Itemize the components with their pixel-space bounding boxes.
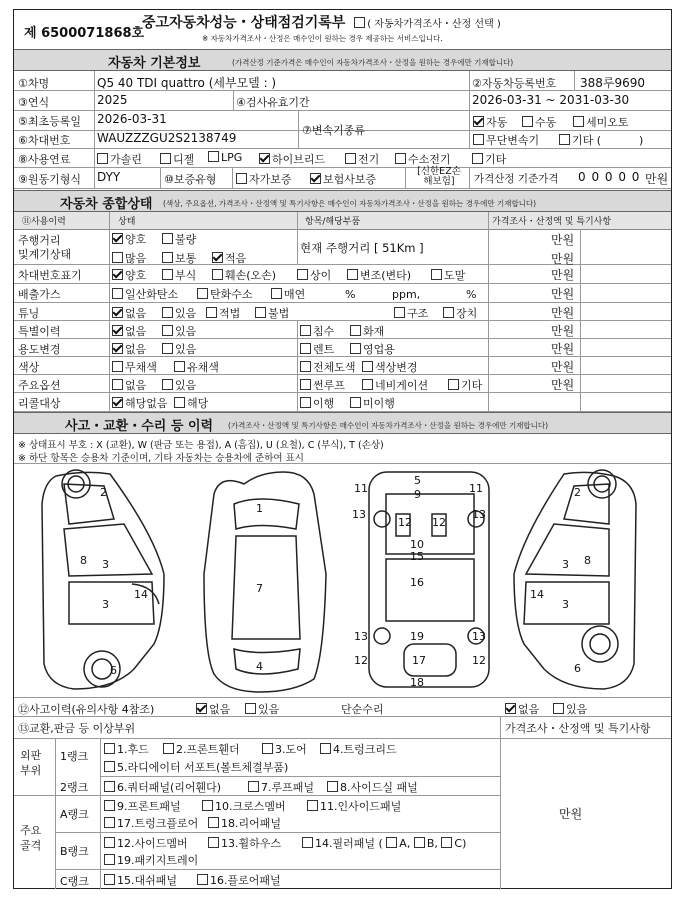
option-etc-checkbox[interactable] (448, 379, 459, 390)
first-reg-label: ⑤최초등록일 (18, 115, 81, 128)
status-section-note: (색상, 주요옵션, 가격조사・산정액 및 특기사항은 매수인이 자동차가격조사・산정을 원하는 경우에만 기재합니다) (163, 199, 537, 208)
first-reg-value: 2026-03-31 (97, 112, 167, 126)
diag-right-3b: 3 (562, 598, 569, 611)
part-side-member-checkbox[interactable] (104, 837, 115, 848)
gauge-good[interactable]: 양호 (112, 231, 146, 247)
mileage-label: 주행거리 및계기상태 (18, 234, 72, 261)
tuning-device-checkbox[interactable] (443, 307, 454, 318)
option-navigation-checkbox[interactable] (362, 379, 373, 390)
diag-frame-5: 5 (414, 474, 421, 487)
simple-exist[interactable]: 있음 (553, 701, 587, 717)
won-emission: 만원 (551, 287, 575, 301)
tuning-structure-checkbox[interactable] (394, 307, 405, 318)
fuel-diesel-checkbox[interactable] (160, 153, 171, 164)
part-inside-panel[interactable]: 11.인사이드패널 (307, 798, 401, 814)
part-hood-checkbox[interactable] (104, 743, 115, 754)
diag-frame-16: 16 (410, 576, 424, 589)
fuel-other[interactable]: 기타 (472, 151, 506, 167)
doc-number: 제 6500071868호 (24, 26, 145, 41)
engine-value: DYY (97, 170, 121, 184)
special-flood[interactable]: 침수 (300, 323, 334, 339)
vin-mark-label: 차대번호표기 (18, 269, 82, 282)
fuel-lpg[interactable]: LPG (208, 151, 242, 164)
tuning-illegal-checkbox[interactable] (255, 307, 266, 318)
fuel-other-checkbox[interactable] (472, 153, 483, 164)
diag-frame-11b: 11 (469, 482, 483, 495)
option-navigation[interactable]: 네비게이션 (362, 377, 428, 393)
price-basis-label: 가격산정 기준가격 (474, 173, 559, 185)
accident-none[interactable]: 없음 (196, 701, 230, 717)
recall-na-checkbox[interactable] (112, 397, 123, 408)
warranty-label: ⑩보증유형 (164, 173, 217, 186)
emission-pct: % (345, 288, 356, 301)
part-trunk-lid[interactable]: 4.트렁크리드 (320, 741, 397, 757)
price-basis-unit: 만원 (645, 172, 669, 186)
won-vin: 만원 (551, 268, 575, 282)
special-exist[interactable]: 있음 (162, 323, 196, 339)
part-wheel-house-checkbox[interactable] (208, 837, 219, 848)
part-side-sill[interactable]: 8.사이드실 패널 (327, 779, 418, 795)
trans-other-checkbox[interactable] (559, 134, 570, 145)
part-floor-panel[interactable]: 16.플로어패널 (197, 872, 281, 888)
special-none-checkbox[interactable] (112, 325, 123, 336)
gauge-bad[interactable]: 불량 (162, 231, 196, 247)
gauge-good-checkbox[interactable] (112, 233, 123, 244)
diag-frame-15: 15 (410, 550, 424, 563)
accident-none-checkbox[interactable] (196, 703, 207, 714)
vin-good[interactable]: 양호 (112, 267, 146, 283)
color-change-checkbox[interactable] (362, 361, 373, 372)
major-frame-label: 주요 골격 (20, 824, 42, 852)
special-fire-checkbox[interactable] (350, 325, 361, 336)
col-use-history: ⑪사용이력 (22, 217, 66, 227)
part-inside-panel-checkbox[interactable] (307, 800, 318, 811)
price-service-checkbox[interactable] (354, 17, 365, 28)
recall-applicable[interactable]: 해당 (174, 395, 208, 411)
diag-frame-13c: 13 (354, 630, 368, 643)
warranty-self-checkbox[interactable] (236, 173, 247, 184)
part-quarter-panel-checkbox[interactable] (104, 781, 115, 792)
status-section-title: 자동차 종합상태 (60, 197, 153, 212)
option-label: 주요옵션 (18, 379, 61, 392)
col-state: 상태 (118, 217, 136, 227)
legend-line-2: ※ 하단 항목은 승용차 기준이며, 기타 자동차는 승용차에 준하여 표시 (18, 453, 304, 464)
won-mileage-2: 만원 (551, 252, 575, 266)
emission-smoke-checkbox[interactable] (271, 288, 282, 299)
accident-exist[interactable]: 있음 (245, 701, 279, 717)
special-exist-checkbox[interactable] (162, 325, 173, 336)
accident-history-label: ⑫사고이력(유의사항 4참조) (18, 703, 155, 716)
color-chromatic[interactable]: 유채색 (174, 359, 219, 375)
color-achromatic[interactable]: 무채색 (112, 359, 157, 375)
emission-co[interactable]: 일산화탄소 (112, 286, 178, 302)
part-front-panel[interactable]: 9.프론트패널 (104, 798, 181, 814)
tuning-exist[interactable]: 있음 (162, 305, 196, 321)
won-tuning: 만원 (551, 306, 575, 320)
vin-tampered-checkbox[interactable] (212, 269, 223, 280)
diag-frame-18: 18 (410, 676, 424, 689)
diag-top-4: 4 (256, 660, 263, 673)
reg-no-label: ②자동차등록번호 (472, 77, 557, 90)
diag-top-1: 1 (256, 502, 263, 515)
part-hood[interactable]: 1.후드 (104, 741, 149, 757)
recall-done[interactable]: 이행 (300, 395, 334, 411)
vin-damaged[interactable]: 부식 (162, 267, 196, 283)
diag-frame-12d: 12 (472, 654, 486, 667)
diag-left-14: 14 (134, 588, 148, 601)
warranty-insurance-checkbox[interactable] (310, 173, 321, 184)
tuning-none[interactable]: 없음 (112, 305, 146, 321)
emission-pct2: % (466, 288, 477, 301)
won-color: 만원 (551, 360, 575, 374)
tuning-device[interactable]: 장치 (443, 305, 477, 321)
fuel-lpg-checkbox[interactable] (208, 151, 219, 162)
special-none[interactable]: 없음 (112, 323, 146, 339)
emission-hc-checkbox[interactable] (197, 288, 208, 299)
vin-stolen[interactable]: 도말 (431, 267, 465, 283)
tuning-exist-checkbox[interactable] (162, 307, 173, 318)
emission-hc[interactable]: 탄화수소 (197, 286, 253, 302)
option-exist-checkbox[interactable] (162, 379, 173, 390)
simple-exist-checkbox[interactable] (553, 703, 564, 714)
recall-done-checkbox[interactable] (300, 397, 311, 408)
usage-rent-checkbox[interactable] (300, 343, 311, 354)
trans-auto-checkbox[interactable] (473, 116, 484, 127)
valid-value: 2026-03-31 ~ 2031-03-30 (472, 93, 630, 107)
part-door[interactable]: 3.도어 (262, 741, 307, 757)
title-option: ( 자동차가격조사・산정 선택 ) (367, 19, 501, 30)
diag-left-3a: 3 (102, 558, 109, 571)
usage-business[interactable]: 영업용 (350, 341, 395, 357)
mileage-many[interactable]: 많음 (112, 250, 146, 266)
fuel-hydrogen[interactable]: 수소전기 (395, 151, 451, 167)
usage-none[interactable]: 없음 (112, 341, 146, 357)
pillar-b-checkbox[interactable] (414, 837, 425, 848)
diag-top-7: 7 (256, 582, 263, 595)
usage-label: 용도변경 (18, 343, 61, 356)
insurer-name: [신한EZ손 해보험] (417, 166, 461, 187)
diag-left-6: 6 (110, 664, 117, 677)
emission-ppm: ppm, (392, 288, 421, 301)
won-mileage-1: 만원 (551, 233, 575, 247)
option-etc[interactable]: 기타 (448, 377, 482, 393)
diag-right-8: 8 (584, 554, 591, 567)
car-name-value: Q5 40 TDI quattro (세부모델 : ) (97, 76, 277, 90)
trans-manual-checkbox[interactable] (522, 116, 533, 127)
valid-label: ④검사유효기간 (236, 96, 310, 109)
part-dash-panel[interactable]: 15.대쉬패널 (104, 872, 177, 888)
part-floor-panel-checkbox[interactable] (197, 874, 208, 885)
diag-frame-10: 10 (410, 538, 424, 551)
diag-frame-19: 19 (410, 630, 424, 643)
part-door-checkbox[interactable] (262, 743, 273, 754)
diag-left-3b: 3 (102, 598, 109, 611)
part-front-fender[interactable]: 2.프론트휀더 (163, 741, 240, 757)
part-radiator-support[interactable]: 5.라디에이터 서포트(볼트체결부품) (104, 759, 288, 775)
tuning-illegal[interactable]: 불법 (255, 305, 289, 321)
color-change[interactable]: 색상변경 (362, 359, 418, 375)
vin-value: WAUZZZGU2S2138749 (97, 131, 237, 145)
rank2-label: 2랭크 (60, 781, 89, 794)
part-pillar-panel[interactable]: 14.필러패널 ( A, B, C) (302, 835, 466, 851)
part-radiator-support-checkbox[interactable] (104, 761, 115, 772)
diag-frame-13b: 13 (472, 508, 486, 521)
part-trunk-floor[interactable]: 17.트렁크플로어 (104, 815, 198, 831)
gauge-bad-checkbox[interactable] (162, 233, 173, 244)
vin-differ-checkbox[interactable] (297, 269, 308, 280)
warranty-insurance[interactable]: 보험사보증 (310, 171, 376, 187)
car-name-label: ①차명 (18, 77, 50, 90)
diag-frame-17: 17 (412, 654, 426, 667)
diag-left-2: 2 (100, 486, 107, 499)
accident-exist-checkbox[interactable] (245, 703, 256, 714)
recall-applicable-checkbox[interactable] (174, 397, 185, 408)
part-quarter-panel[interactable]: 6.쿼터패널(리어휀다) (104, 779, 221, 795)
diag-right-2: 2 (574, 486, 581, 499)
trans-semi-checkbox[interactable] (573, 116, 584, 127)
color-full-paint-checkbox[interactable] (300, 361, 311, 372)
part-side-sill-checkbox[interactable] (327, 781, 338, 792)
trans-other[interactable]: 기타 ( ) (559, 132, 643, 148)
mileage-normal-checkbox[interactable] (162, 252, 173, 263)
recall-label: 리콜대상 (18, 397, 61, 410)
part-pillar-panel-checkbox[interactable] (302, 837, 313, 848)
tuning-structure[interactable]: 구조 (394, 305, 428, 321)
won-option: 만원 (551, 378, 575, 392)
tuning-legal[interactable]: 적법 (206, 305, 240, 321)
recall-na[interactable]: 해당없음 (112, 395, 168, 411)
doc-title-text: 중고자동차성능・상태점검기록부 (142, 15, 346, 31)
emission-label: 배출가스 (18, 288, 61, 301)
mileage-many-checkbox[interactable] (112, 252, 123, 263)
diag-frame-12c: 12 (354, 654, 368, 667)
mileage-few[interactable]: 적음 (212, 250, 246, 266)
simple-none[interactable]: 없음 (505, 701, 539, 717)
engine-label: ⑨원동기형식 (18, 173, 81, 186)
rank1-label: 1랭크 (60, 750, 89, 763)
fuel-gasoline-checkbox[interactable] (97, 153, 108, 164)
usage-exist[interactable]: 있음 (162, 341, 196, 357)
usage-exist-checkbox[interactable] (162, 343, 173, 354)
fuel-diesel[interactable]: 디젤 (160, 151, 194, 167)
part-dash-panel-checkbox[interactable] (104, 874, 115, 885)
diag-frame-13d: 13 (472, 630, 486, 643)
col-price: 가격조사・산정액 및 특기사항 (492, 217, 612, 227)
usage-none-checkbox[interactable] (112, 343, 123, 354)
accident-section-note: (가격조사・산정액 및 특기사항은 매수인이 자동차가격조사・산정을 원하는 경우에만 기재합니다) (228, 421, 549, 430)
fuel-electric-checkbox[interactable] (345, 153, 356, 164)
emission-co-checkbox[interactable] (112, 288, 123, 299)
diag-frame-11a: 11 (354, 482, 368, 495)
price-basis-digits: 0 0 0 0 0 (578, 170, 641, 184)
warranty-self[interactable]: 자가보증 (236, 171, 292, 187)
rankB-label: B랭크 (60, 845, 89, 858)
usage-business-checkbox[interactable] (350, 343, 361, 354)
exchange-won: 만원 (559, 807, 583, 821)
trans-manual[interactable]: 수동 (522, 114, 556, 130)
tuning-none-checkbox[interactable] (112, 307, 123, 318)
vin-differ[interactable]: 상이 (297, 267, 331, 283)
part-wheel-house[interactable]: 13.휠하우스 (208, 835, 281, 851)
part-side-member[interactable]: 12.사이드멤버 (104, 835, 188, 851)
basic-section-note: (가격산정 기준가격은 매수인이 자동차가격조사・산정을 원하는 경우에만 기재합니다) (232, 58, 514, 67)
part-trunk-lid-checkbox[interactable] (320, 743, 331, 754)
trans-label: ⑦변속기종류 (302, 124, 365, 137)
rankC-label: C랭크 (60, 875, 89, 888)
vin-label: ⑥차대번호 (18, 134, 71, 147)
diag-frame-12b: 12 (432, 516, 446, 529)
fuel-hybrid[interactable]: 하이브리드 (259, 151, 325, 167)
legend-line: ※ 상태표시 부호 : X (교환), W (판금 또는 용접), A (흠집), U (요철), C (부식), T (손상) (18, 440, 384, 451)
color-chromatic-checkbox[interactable] (174, 361, 185, 372)
basic-section-title: 자동차 기본정보 (108, 56, 201, 71)
color-achromatic-checkbox[interactable] (112, 361, 123, 372)
trans-cvt-checkbox[interactable] (473, 134, 484, 145)
fuel-electric[interactable]: 전기 (345, 151, 379, 167)
fuel-hydrogen-checkbox[interactable] (395, 153, 406, 164)
won-usage: 만원 (551, 342, 575, 356)
part-rear-panel[interactable]: 18.리어패널 (208, 815, 281, 831)
rankA-label: A랭크 (60, 808, 89, 821)
mileage-normal[interactable]: 보통 (162, 250, 196, 266)
part-rear-panel-checkbox[interactable] (208, 817, 219, 828)
fuel-label: ⑧사용연료 (18, 153, 71, 166)
fuel-hybrid-checkbox[interactable] (259, 153, 270, 164)
diag-left-8: 8 (80, 554, 87, 567)
simple-none-checkbox[interactable] (505, 703, 516, 714)
part-roof-panel-checkbox[interactable] (248, 781, 259, 792)
part-package-tray[interactable]: 19.패키지트레이 (104, 852, 198, 868)
exchange-label: ⑬교환,판금 등 이상부위 (18, 722, 136, 735)
emission-smoke[interactable]: 매연 (271, 286, 305, 302)
vin-damaged-checkbox[interactable] (162, 269, 173, 280)
part-package-tray-checkbox[interactable] (104, 854, 115, 865)
year-value: 2025 (97, 93, 128, 107)
special-label: 특별이력 (18, 325, 61, 338)
trans-cvt[interactable]: 무단변속기 (473, 132, 539, 148)
mileage-few-checkbox[interactable] (212, 252, 223, 263)
outer-part-label: 외판 부위 (20, 749, 42, 777)
current-mileage: 현재 주행거리 [ 51Km ] (300, 241, 424, 255)
diag-right-14: 14 (530, 588, 544, 601)
fuel-gasoline[interactable]: 가솔린 (97, 151, 142, 167)
part-front-fender-checkbox[interactable] (163, 743, 174, 754)
diag-right-6: 6 (574, 662, 581, 675)
pillar-c-checkbox[interactable] (441, 837, 452, 848)
vin-good-checkbox[interactable] (112, 269, 123, 280)
vin-altered[interactable]: 변조(변타) (347, 267, 411, 283)
diag-frame-12a: 12 (398, 516, 412, 529)
option-sunroof[interactable]: 썬루프 (300, 377, 345, 393)
car-diagram (14, 464, 671, 696)
part-cross-member[interactable]: 10.크로스멤버 (202, 798, 286, 814)
vin-stolen-checkbox[interactable] (431, 269, 442, 280)
doc-title (142, 12, 501, 32)
year-label: ③연식 (18, 96, 50, 109)
accident-section-title: 사고・교환・수리 등 이력 (65, 419, 214, 434)
col-items: 항목/해당부품 (305, 217, 361, 227)
diag-frame-9: 9 (414, 488, 421, 501)
option-none-checkbox[interactable] (112, 379, 123, 390)
diag-right-3a: 3 (562, 558, 569, 571)
option-exist[interactable]: 있음 (162, 377, 196, 393)
reg-no-value: 388루9690 (580, 76, 646, 90)
vin-tampered[interactable]: 훼손(오손) (212, 267, 276, 283)
pillar-a-checkbox[interactable] (386, 837, 397, 848)
simple-repair-label: 단순수리 (341, 703, 384, 716)
header-subnote: ※ 자동차가격조사・산정은 매수인이 원하는 경우 제공하는 서비스입니다. (202, 34, 443, 43)
vin-altered-checkbox[interactable] (347, 269, 358, 280)
option-sunroof-checkbox[interactable] (300, 379, 311, 390)
exchange-price-col: 가격조사・산정액 및 특기사항 (505, 722, 651, 735)
trans-semi[interactable]: 세미오토 (573, 114, 629, 130)
usage-rent[interactable]: 렌트 (300, 341, 334, 357)
tuning-legal-checkbox[interactable] (206, 307, 217, 318)
part-trunk-floor-checkbox[interactable] (104, 817, 115, 828)
diag-frame-13a: 13 (352, 508, 366, 521)
color-label: 색상 (18, 361, 40, 374)
trans-auto[interactable]: 자동 (473, 114, 507, 130)
part-roof-panel[interactable]: 7.루프패널 (248, 779, 314, 795)
special-fire[interactable]: 화재 (350, 323, 384, 339)
color-full-paint[interactable]: 전체도색 (300, 359, 356, 375)
part-cross-member-checkbox[interactable] (202, 800, 213, 811)
special-flood-checkbox[interactable] (300, 325, 311, 336)
option-none[interactable]: 없음 (112, 377, 146, 393)
recall-not-done-checkbox[interactable] (350, 397, 361, 408)
part-front-panel-checkbox[interactable] (104, 800, 115, 811)
recall-not-done[interactable]: 미이행 (350, 395, 395, 411)
tuning-label: 튜닝 (18, 307, 40, 320)
won-special: 만원 (551, 324, 575, 338)
